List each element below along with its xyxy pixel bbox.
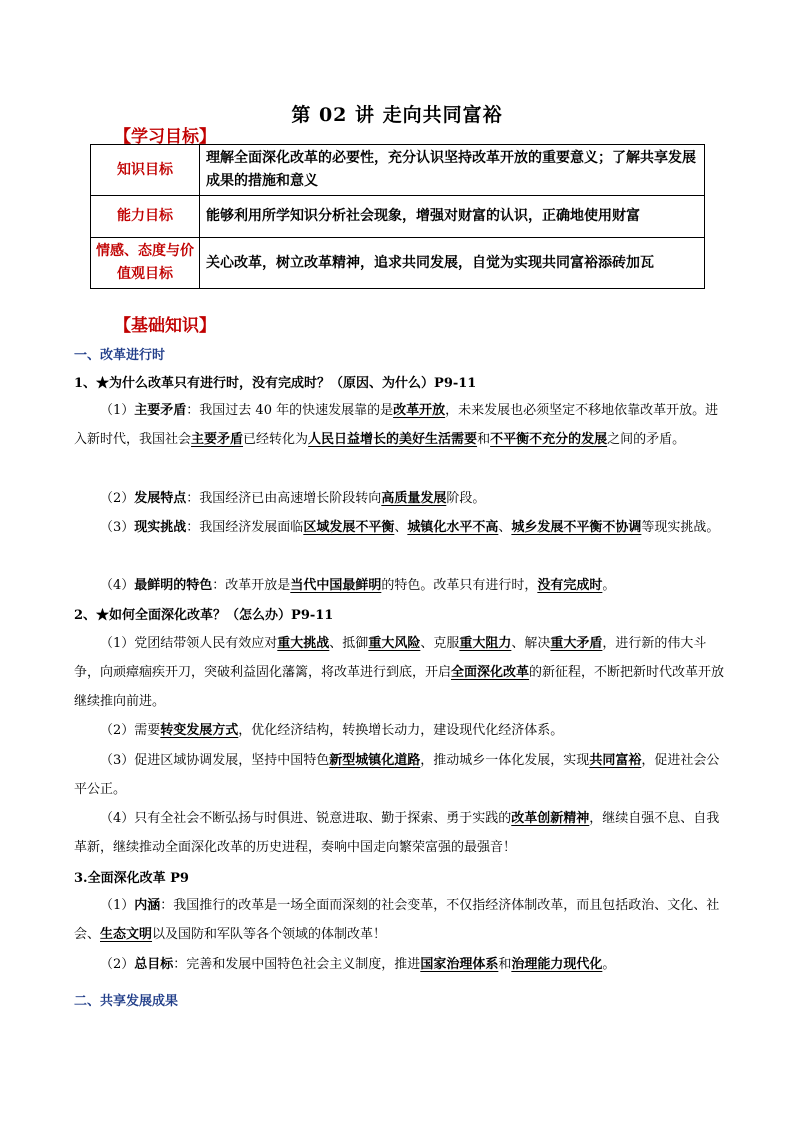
page-title: 第 02 讲 走向共同富裕 (291, 104, 503, 126)
goals-table (90, 144, 705, 289)
paragraph: （2）需要转变发展方式，优化经济结构，转换增长动力，建设现代化经济体系。 (100, 723, 564, 738)
question-heading: 3.全面深化改革 P9 (74, 871, 189, 886)
goal-label: 能力目标 (91, 196, 200, 238)
paragraph: （1）内涵：我国推行的改革是一场全面而深刻的社会变革，不仅指经济体制改革，而且包括政治、文化、社会、生态文明以及国防和军队等各个领域的体制改革！ (74, 898, 720, 942)
paragraph: （4）只有全社会不断弘扬与时俱进、锐意进取、勤于探索、勇于实践的改革创新精神，继续自强不息、自我革新，继续推动全面深化改革的历史进程，奏响中国走向繁荣富强的最强音！ (74, 811, 720, 855)
goals-heading: 【学习目标】 (114, 127, 216, 147)
paragraph: （3）现实挑战：我国经济发展面临区域发展不平衡、城镇化水平不高、城乡发展不平衡不协调等现实挑战。 (100, 520, 720, 535)
goal-text: 能够利用所学知识分析社会现象，增强对财富的认识，正确地使用财富 (200, 196, 705, 238)
paragraph: （2）发展特点：我国经济已由高速增长阶段转向高质量发展阶段。 (100, 491, 486, 506)
section-heading: 一、改革进行时 (74, 348, 166, 363)
table-row (91, 145, 705, 196)
paragraph: （4）最鲜明的特色：改革开放是当代中国最鲜明的特色。改革只有进行时，没有完成时。 (100, 578, 616, 593)
paragraph: （2）总目标：完善和发展中国特色社会主义制度，推进国家治理体系和治理能力现代化。 (100, 957, 616, 972)
basics-heading: 【基础知识】 (114, 316, 216, 336)
goal-label: 情感、态度与价值观目标 (91, 238, 200, 289)
goal-label: 知识目标 (91, 145, 200, 196)
table-row (91, 196, 705, 238)
section-heading: 二、共享发展成果 (74, 994, 179, 1009)
goal-text: 关心改革，树立改革精神，追求共同发展，自觉为实现共同富裕添砖加瓦 (200, 238, 705, 289)
table-row (91, 238, 705, 289)
question-heading: 2、★如何全面深化改革？（怎么办）P9-11 (74, 608, 334, 623)
paragraph: （1）主要矛盾：我国过去 40 年的快速发展靠的是改革开放，未来发展也必须坚定不移地依靠改革开放。进入新时代，我国社会主要矛盾已经转化为人民日益增长的美好生活需要和不平衡不充分的发展之间的矛盾。 (74, 403, 719, 447)
goal-text: 理解全面深化改革的必要性，充分认识坚持改革开放的重要意义；了解共享发展成果的措施和意义 (200, 145, 705, 196)
paragraph: （3）促进区域协调发展，坚持中国特色新型城镇化道路，推动城乡一体化发展，实现共同富裕，促进社会公平公正。 (74, 753, 720, 797)
paragraph: （1）党团结带领人民有效应对重大挑战、抵御重大风险、克服重大阻力、解决重大矛盾，进行新的伟大斗争，向顽瘴痼疾开刀，突破利益固化藩篱，将改革进行到底，开启全面深化改革的新征程，不断把新时代改革开放继续推向前进。 (74, 636, 725, 709)
question-heading: 1、★为什么改革只有进行时，没有完成时？（原因、为什么）P9-11 (74, 376, 477, 391)
